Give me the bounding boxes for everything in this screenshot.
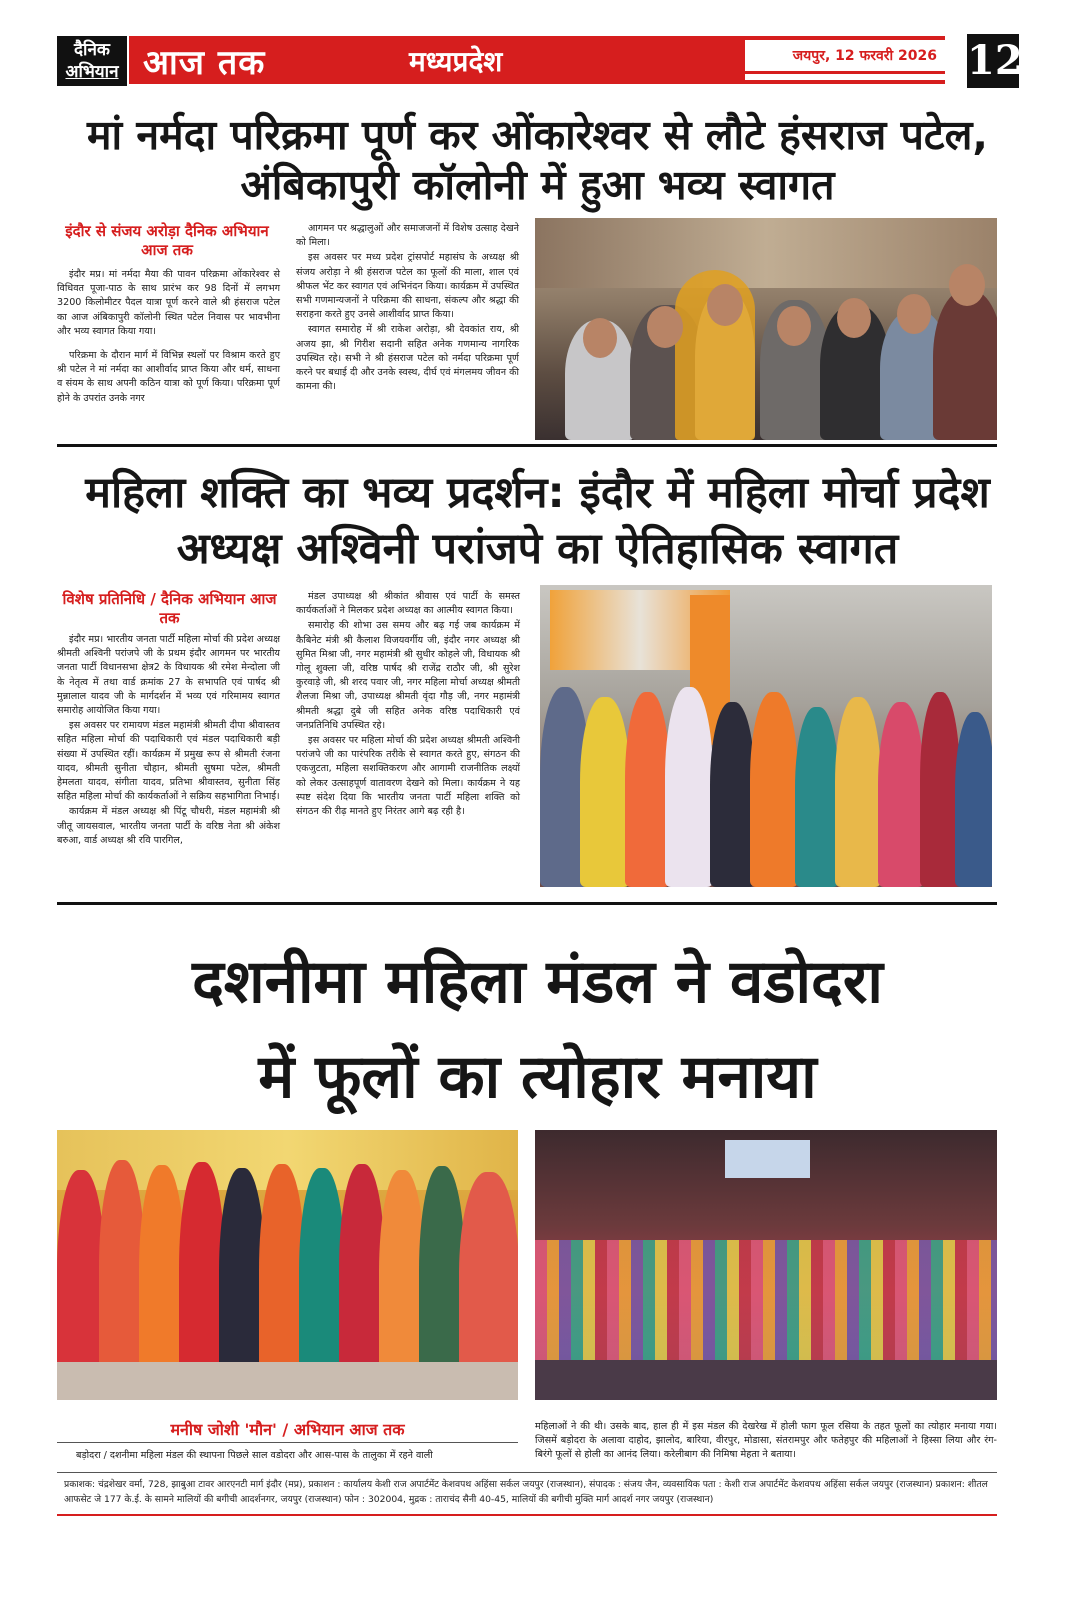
person-figure — [710, 702, 755, 887]
story3-photo-right — [535, 1130, 997, 1400]
floor — [57, 1362, 518, 1400]
story1-column2 — [296, 222, 519, 395]
person-head — [897, 294, 931, 334]
banner — [725, 1140, 810, 1178]
person-figure — [625, 692, 670, 887]
story3-col1-para1: बड़ोदरा / दशनीमा महिला मंडल की स्थापना पिछले साल वडोदरा और आस-पास के तालुका में रहने वाली — [76, 1450, 433, 1461]
story2-col1-para1: इंदौर मप्र। भारतीय जनता पार्टी महिला मोर्चा की प्रदेश अध्यक्ष श्रीमती अश्विनी परांजपे जी के प्रथम इंदौर आगमन पर भारतीय जनता पार्टी विधानसभा क्षेत्र2 के विधायक श्री रमेश मेन्दोला जी के नेतृत्व में तथा वार्ड क्रमांक 27 के सभापति एवं पार्षद श्री मुन्नालाल यादव जी के मार्गदर्शन में भव्य एवं गरिमामय स्वागत समारोह आयोजित किया गया। — [57, 634, 280, 717]
story2-column1 — [57, 633, 280, 849]
person-head — [647, 306, 683, 348]
person-head — [949, 264, 985, 306]
person-figure — [835, 697, 881, 887]
story1-headline: मां नर्मदा परिक्रमा पूर्ण कर ओंकारेश्वर से लौटे हंसराज पटेल, अंबिकापुरी कॉलोनी में हुआ भव्य स्वागत — [87, 111, 988, 209]
story1-col1-para2: परिक्रमा के दौरान मार्ग में विभिन्न स्थलों पर विश्राम करते हुए श्री पटेल ने मां नर्मदा का आशीर्वाद प्राप्त किया और धर्म, साधना व संयम के साथ अपनी कठिन यात्रा को पूर्ण किया। परिक्रमा पूर्ण होने के उपरांत उनके नगर — [57, 350, 280, 404]
story2-col2-para3: इस अवसर पर महिला मोर्चा की प्रदेश अध्यक्ष श्रीमती अश्विनी परांजपे जी का पारंपरिक तरीके से स्वागत करते हुए, संगठन की एकजुटता, महिला सशक्तिकरण और आगामी राजनीतिक लक्ष्यों को लेकर उत्साहपूर्ण वातावरण देखने को मिला। कार्यक्रम ने यह स्पष्ट संदेश दिया कि भारतीय जनता पार्टी महिला शक्ति को संगठन की रीढ़ मानते हुए निरंतर आगे बढ़ रही है। — [296, 735, 520, 818]
story2-byline: विशेष प्रतिनिधि / दैनिक अभियान आज तक — [62, 590, 277, 627]
page-number: 12 — [967, 34, 1019, 88]
story1-photo — [535, 218, 997, 440]
story3-byline: मनीष जोशी 'मौन' / अभियान आज तक — [170, 1420, 405, 1439]
story1-col2-para2: इस अवसर पर मध्य प्रदेश ट्रांसपोर्ट महासंघ के अध्यक्ष श्री संजय अरोड़ा ने श्री हंसराज पटेल का फूलों की माला, शाल एवं श्रीफल भेंट कर स्वागत एवं अभिनंदन किया। कार्यक्रम में उपस्थित सभी गणमान्यजनों ने परिक्रमा की साधना, संकल्प और श्रद्धा की सराहना करते हुए उनसे आशीर्वाद प्राप्त किया। — [296, 252, 519, 321]
person-figure — [933, 290, 997, 440]
story2-photo — [540, 585, 992, 887]
section-divider — [57, 902, 997, 905]
dateline-box — [745, 40, 945, 80]
person-head — [707, 284, 743, 326]
story2-headline: महिला शक्ति का भव्य प्रदर्शन: इंदौर में महिला मोर्चा प्रदेश अध्यक्ष अश्विनी परांजपे का ऐतिहासिक स्वागत — [85, 468, 990, 574]
person-figure — [750, 692, 798, 887]
logo-line2: अभियान — [65, 62, 119, 82]
story1-col2-para3: स्वागत समारोह में श्री राकेश अरोड़ा, श्री देवकांत राय, श्री अजय झा, श्री गिरीश सदानी सहित अनेक गणमान्य नागरिक उपस्थित रहे। सभी ने श्री हंसराज पटेल को नर्मदा परिक्रमा पूर्ण करने पर बधाई दी और उनके स्वस्थ, दीर्घ एवं मंगलमय जीवन की कामना की। — [296, 324, 519, 393]
person-figure — [580, 697, 630, 887]
person-head — [837, 298, 871, 338]
story3-headline-line2: में फूलों का त्योहार मनाया — [258, 1042, 817, 1112]
print-imprint: प्रकाशक: चंद्रशेखर वर्मा, 728, झाबुआ टावर आरएनटी मार्ग इंदौर (मप्र), प्रकाशन : कार्यालय केशी राज अपार्टमेंट केशवपथ अहिंसा सर्कल जयपुर (राजस्थान), संपादक : संजय जैन, व्यवसायिक पता : केशी राज अपार्टमेंट केशवपथ अहिंसा सर्कल जयपुर (राजस्थान) प्रकाशन: शीतल आफसेट जे 177 के.ई. के सामने मालियों की बगीची आदर्शनगर, जयपुर (राजस्थान) फोन : 302004, मुद्रक : ताराचंद सैनी 40-45, मालियों की बगीची मुक्ति मार्ग आदर्श नगर जयपुर (राजस्थान) — [64, 1479, 988, 1505]
story1-col2-para1: आगमन पर श्रद्धालुओं और समाजजनों में विशेष उत्साह देखने को मिला। — [296, 223, 519, 249]
person-figure — [920, 692, 960, 887]
person-figure — [795, 707, 839, 887]
story3-headline — [40, 935, 1035, 1125]
footer-rule — [57, 1472, 997, 1473]
person-figure — [665, 687, 713, 887]
story1-column1 — [57, 268, 280, 407]
masthead-band — [129, 36, 945, 84]
footer-red-rule — [57, 1514, 997, 1516]
story3-photo-left — [57, 1130, 518, 1400]
floor — [535, 1360, 997, 1400]
story3-col2-para1: महिलाओं ने की थी। उसके बाद, हाल ही में इस मंडल की देखरेख में होली फाग फूल रसिया के तहत फूलों का त्योहार मनाया गया। जिसमें बड़ोदरा के अलावा दाहोद, झालोद, बारिया, वीरपुर, मोडासा, संतरामपुर और फतेहपुर की महिलाओं ने हिस्सा लिया और रंग-बिरंगे फूलों से होली का आनंद लिया। करेलीबाग की निमिषा मेहता ने बताया। — [535, 1421, 997, 1461]
masthead — [57, 36, 1023, 88]
story2-column2 — [296, 590, 520, 820]
byline-rule — [57, 1442, 518, 1443]
story1-col1-para1: इंदौर मप्र। मां नर्मदा मैया की पावन परिक्रमा ओंकारेश्वर से विधिवत पूजा-पाठ के साथ प्रारंभ कर 98 दिनों में लगभग 3200 किलोमीटर पैदल यात्रा पूर्ण करने वाले श्री हंसराज पटेल का आज अंबिकापुरी कॉलोनी स्थित पटेल निवास पर भावभीना और भव्य स्वागत किया गया। — [57, 269, 280, 337]
story1-byline: इंदौर से संजय अरोड़ा दैनिक अभियान आज तक — [65, 222, 269, 259]
section-divider — [57, 444, 997, 447]
newspaper-name: आज तक — [143, 43, 266, 83]
person-figure — [878, 702, 924, 887]
person-figure — [955, 712, 992, 887]
story3-headline-line1: दशनीमा महिला मंडल ने वडोदरा — [192, 947, 883, 1017]
logo-line1: दैनिक — [74, 40, 110, 60]
person-head — [583, 318, 617, 358]
story3-column2 — [535, 1420, 997, 1464]
story2-col2-para1: मंडल उपाध्यक्ष श्री श्रीकांत श्रीवास एवं पार्टी के समस्त कार्यकर्ताओं ने मिलकर प्रदेश अध्यक्ष का आत्मीय स्वागत किया। — [296, 591, 520, 617]
story2-col1-para3: कार्यक्रम में मंडल अध्यक्ष श्री पिंटू चौधरी, मंडल महामंत्री श्री जीतू जायसवाल, भारतीय जनता पार्टी के वरिष्ठ नेता श्री अंकेश बरुआ, वार्ड अध्यक्ष श्री रवि पारगिल, — [57, 806, 280, 846]
photo-wall — [535, 218, 997, 288]
story2-col2-para2: समारोह की शोभा उस समय और बढ़ गई जब कार्यक्रम में कैबिनेट मंत्री श्री कैलाश विजयवर्गीय जी, इंदौर नगर अध्यक्ष श्री सुमित मिश्रा जी, नगर महामंत्री श्री सुधीर कोहले जी, विधायक श्री गोलू शुक्ला जी, वरिष्ठ पार्षद श्री राजेंद्र राठौर जी, श्री सुरेश कुरवाड़े जी, श्री शरद पवार जी, नगर महिला मोर्चा अध्यक्ष श्रीमती शैलजा मिश्रा जी, उपाध्यक्ष श्रीमती वृंदा गौड़ जी, नगर महामंत्री श्रीमती श्रद्धा दुबे जी सहित अनेक वरिष्ठ पदाधिकारी एवं जनप्रतिनिधि उपस्थित रहे। — [296, 620, 520, 731]
story2-col1-para2: इस अवसर पर रामायण मंडल महामंत्री श्रीमती दीपा श्रीवास्तव सहित महिला मोर्चा की पदाधिकारी एवं मंडल पदाधिकारी बड़ी संख्या में उपस्थित रहीं। कार्यक्रम में प्रमुख रूप से श्रीमती रंजना यादव, श्रीमती सुनीता चौहान, श्रीमती सुषमा पटेल, श्रीमती हेमलता यादव, संगीता यादव, प्रतिभा श्रीवास्तव, सुनीता सिंह सहित महिला मोर्चा की कार्यकर्ताओं ने सक्रिय सहभागिता निभाई। — [57, 720, 280, 803]
person-head — [777, 306, 811, 346]
dateline-underline — [745, 71, 945, 74]
section-title: मध्यप्रदेश — [409, 45, 503, 78]
dateline: जयपुर, 12 फरवरी 2026 — [792, 48, 937, 64]
masthead-logo — [57, 36, 127, 86]
story3-column1 — [64, 1449, 518, 1464]
